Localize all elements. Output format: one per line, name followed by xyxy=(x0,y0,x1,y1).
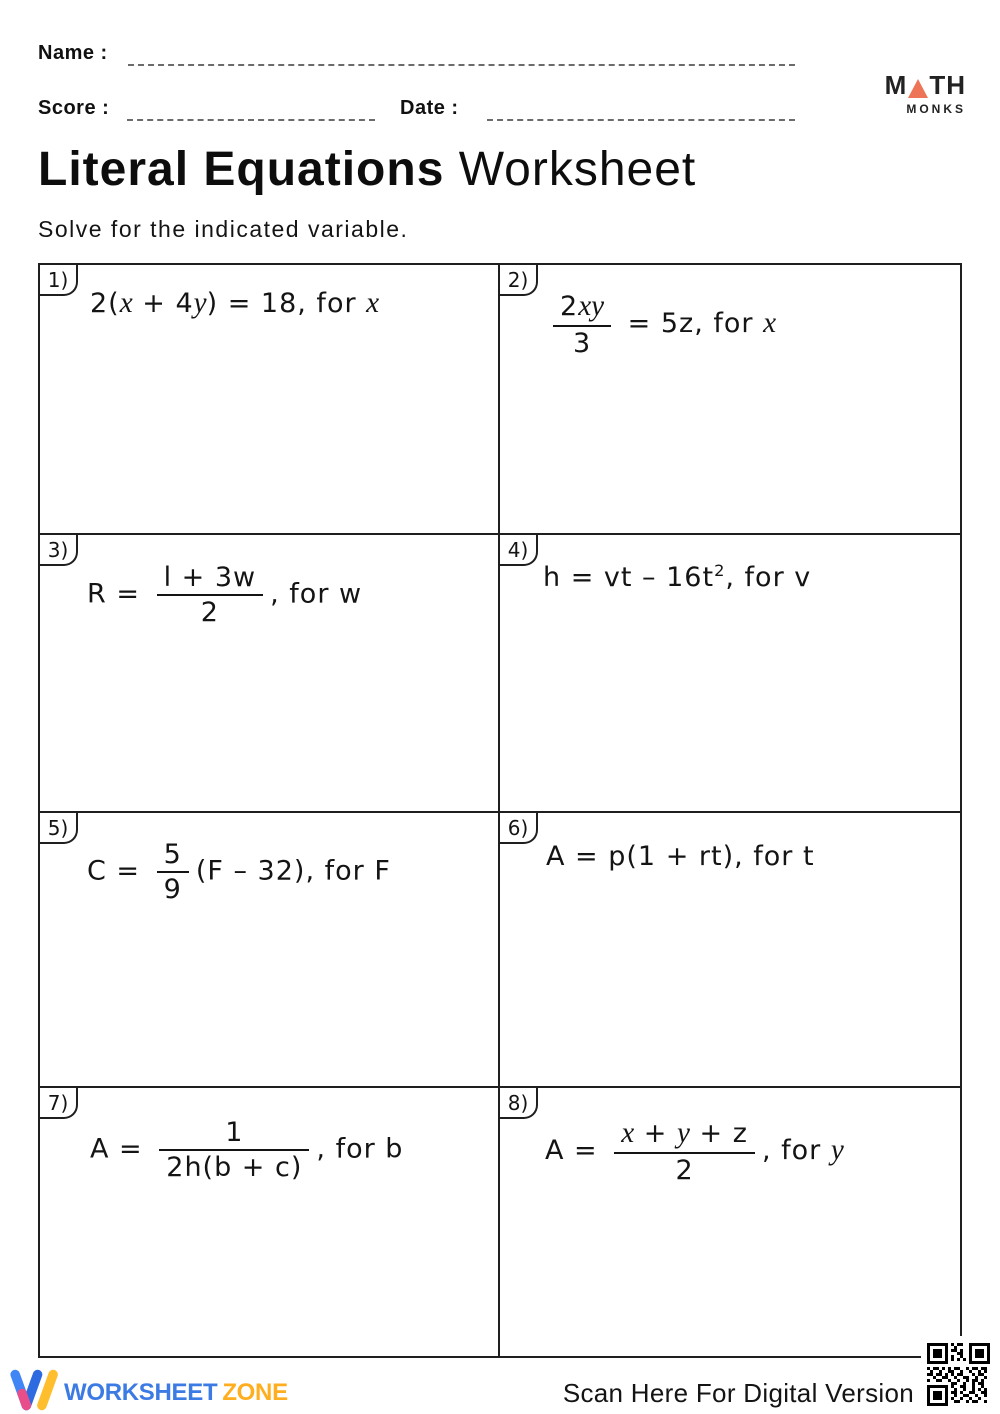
qr-code xyxy=(921,1336,995,1413)
equation-7: A = $\frac{1}{2h(b + c)}$ , for b xyxy=(90,1117,404,1184)
math-monks-th: TH xyxy=(929,70,966,100)
problem-cell-6 xyxy=(500,813,960,1088)
equation-3: R = $\frac{l + 3w}{2}$ , for w xyxy=(87,562,363,629)
worksheetzone-logo-icon xyxy=(10,1368,60,1414)
equation-1: 2(x + 4y) = 18, for x xyxy=(90,287,380,319)
problem-cell-5 xyxy=(40,813,500,1088)
page-title-bold: Literal Equations xyxy=(38,143,445,196)
problem-number-badge: 7) xyxy=(40,1088,78,1119)
problem-number-badge: 6) xyxy=(500,813,538,844)
name-write-line xyxy=(128,64,795,66)
problem-cell-8 xyxy=(500,1088,960,1356)
problem-grid xyxy=(38,263,962,1358)
equation-8: A = $\frac{x + y + z}{2}$ , for y xyxy=(545,1117,844,1186)
worksheetzone-zone: ZONE xyxy=(222,1379,288,1406)
equation-6: A = p(1 + rt), for t xyxy=(546,841,815,872)
problem-number-badge: 8) xyxy=(500,1088,538,1119)
problem-cell-4 xyxy=(500,535,960,813)
worksheetzone-wordmark xyxy=(64,1379,288,1407)
math-monks-triangle-icon xyxy=(908,79,928,98)
score-write-line xyxy=(127,119,375,121)
math-monks-m: M xyxy=(884,70,908,100)
math-monks-monks: MONKS xyxy=(906,102,966,116)
name-label: Name : xyxy=(38,42,108,64)
problem-number-badge: 5) xyxy=(40,813,78,844)
score-label: Score : xyxy=(38,97,110,119)
instructions: Solve for the indicated variable. xyxy=(38,216,409,242)
page-title xyxy=(38,142,696,197)
scan-here-text: Scan Here For Digital Version xyxy=(562,1378,914,1408)
problem-number-badge: 3) xyxy=(40,535,78,566)
math-monks-logo xyxy=(876,72,966,116)
problem-cell-1 xyxy=(40,265,500,535)
equation-5: C = $\frac{5}{9}$ (F – 32), for F xyxy=(87,839,391,906)
problem-number-badge: 1) xyxy=(40,265,78,296)
math-monks-wordmark xyxy=(885,72,966,98)
problem-number-badge: 4) xyxy=(500,535,538,566)
problem-cell-2 xyxy=(500,265,960,535)
problem-number-badge: 2) xyxy=(500,265,538,296)
worksheetzone-worksheet: WORKSHEET xyxy=(64,1379,218,1406)
date-write-line xyxy=(487,119,795,121)
page-title-light: Worksheet xyxy=(444,143,697,196)
date-label: Date : xyxy=(400,97,459,119)
equation-4: h = vt – $16t^2$, for v xyxy=(543,561,812,593)
problem-cell-7 xyxy=(40,1088,500,1356)
problem-cell-3 xyxy=(40,535,500,813)
equation-2: $\frac{2xy}{3}$ = 5z, for x xyxy=(546,289,960,360)
